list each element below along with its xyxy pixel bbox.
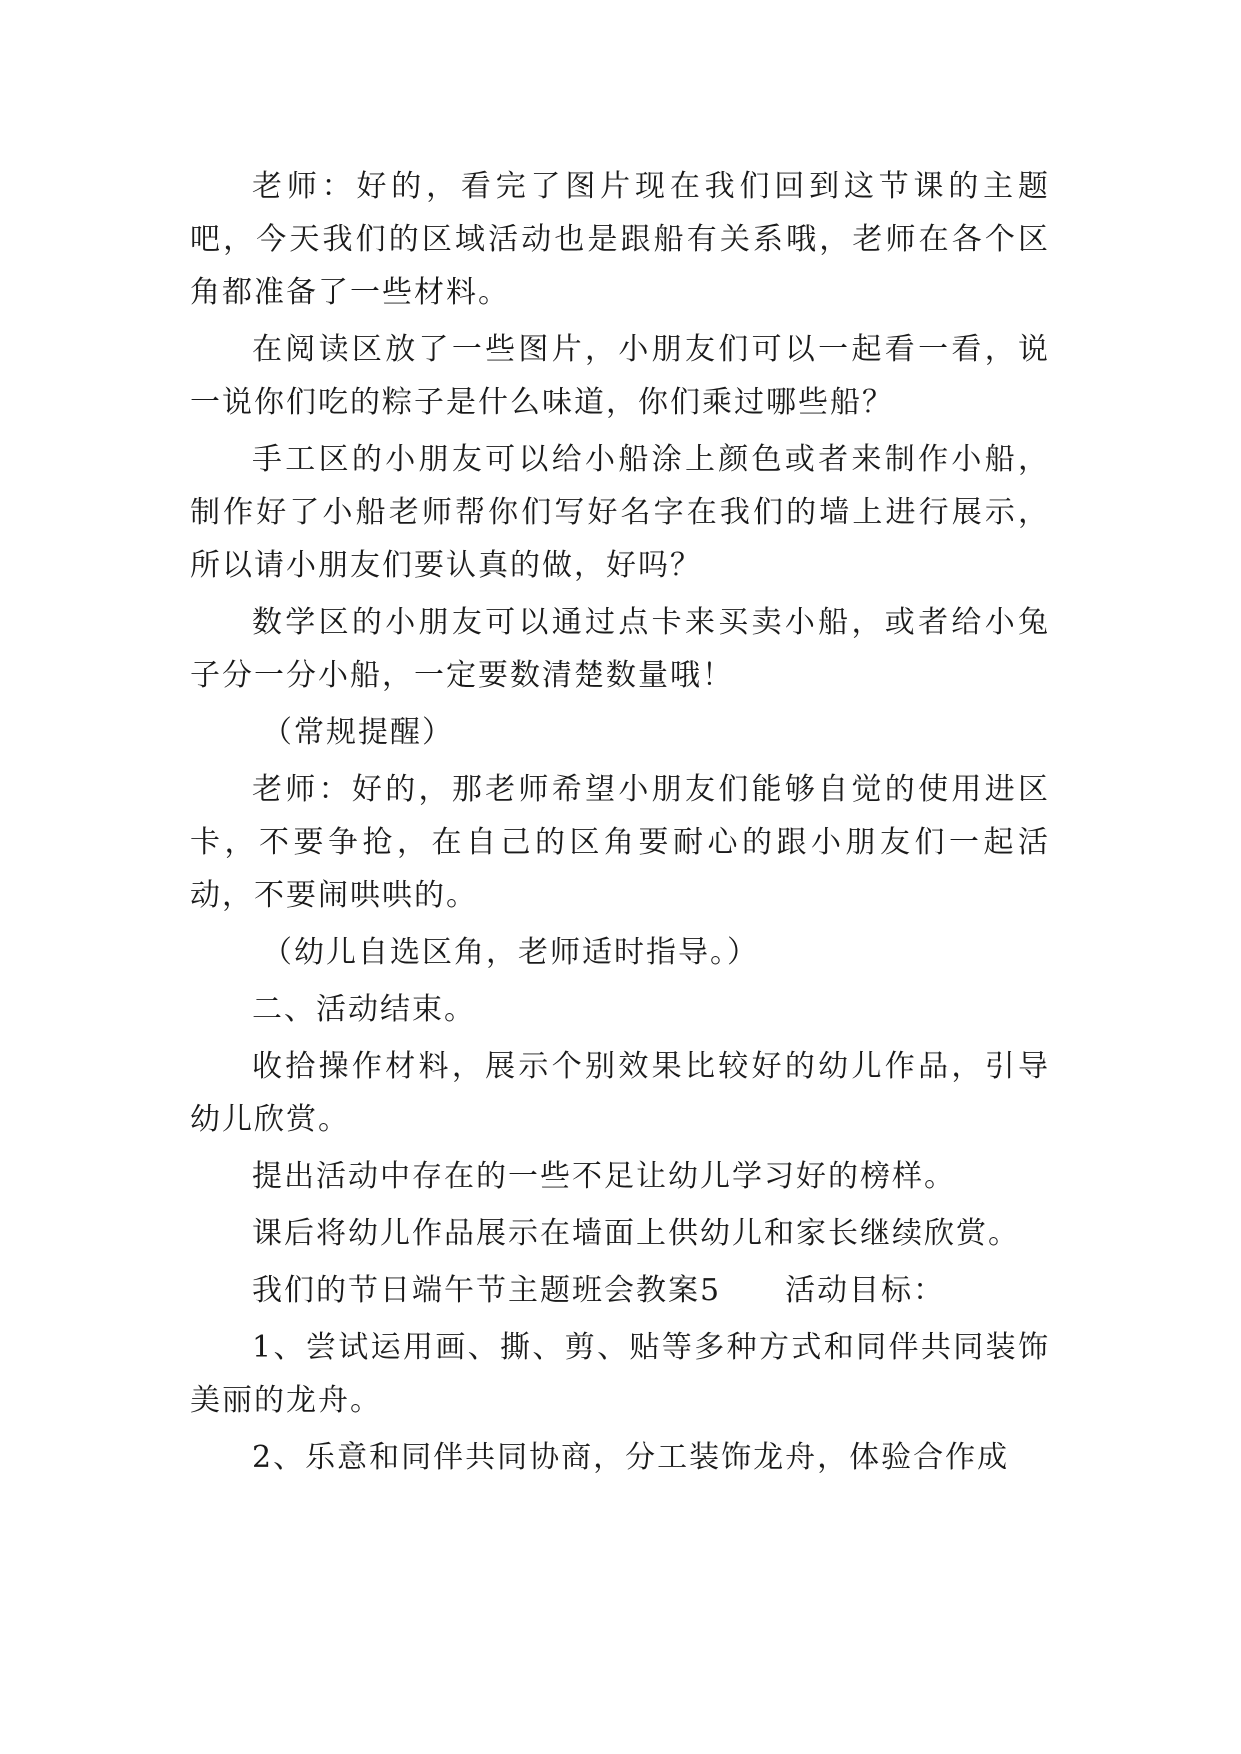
paragraph-tidy-up: 收拾操作材料，展示个别效果比较好的幼儿作品，引导幼儿欣赏。 — [190, 1049, 1050, 1137]
paragraph-teacher-intro: 老师：好的，看完了图片现在我们回到这节课的主题吧，今天我们的区域活动也是跟船有关系哦，老师在各个区角都准备了一些材料。 — [190, 169, 1050, 310]
paragraph-shortcomings: 提出活动中存在的一些不足让幼儿学习好的榜样。 — [252, 1159, 956, 1194]
paragraph-math-area: 数学区的小朋友可以通过点卡来买卖小船，或者给小兔子分一分小船，一定要数清楚数量哦！ — [190, 605, 1050, 693]
paragraph-free-choice: （幼儿自选区角，老师适时指导。） — [262, 935, 759, 970]
paragraph-after-class: 课后将幼儿作品展示在墙面上供幼儿和家长继续欣赏。 — [252, 1216, 1020, 1251]
section-heading-activity-end: 二、活动结束。 — [252, 992, 476, 1027]
paragraph-reading-area: 在阅读区放了一些图片，小朋友们可以一起看一看，说一说你们吃的粽子是什么味道，你们乘过哪些船？ — [190, 332, 1050, 420]
objective-item-2: 2、乐意和同伴共同协商，分工装饰龙舟，体验合作成 — [252, 1440, 1010, 1475]
document-body — [190, 160, 1050, 1488]
paragraph-teacher-rules: 老师：好的，那老师希望小朋友们能够自觉的使用进区卡，不要争抢，在自己的区角要耐心的跟小朋友们一起活动，不要闹哄哄的。 — [190, 772, 1050, 913]
lesson-plan-title: 我们的节日端午节主题班会教案5 活动目标： — [252, 1273, 946, 1308]
paragraph-routine-reminder: （常规提醒） — [262, 715, 454, 750]
paragraph-craft-area: 手工区的小朋友可以给小船涂上颜色或者来制作小船，制作好了小船老师帮你们写好名字在我们的墙上进行展示，所以请小朋友们要认真的做，好吗？ — [190, 442, 1050, 583]
objective-item-1: 1、尝试运用画、撕、剪、贴等多种方式和同伴共同装饰美丽的龙舟。 — [190, 1330, 1050, 1418]
